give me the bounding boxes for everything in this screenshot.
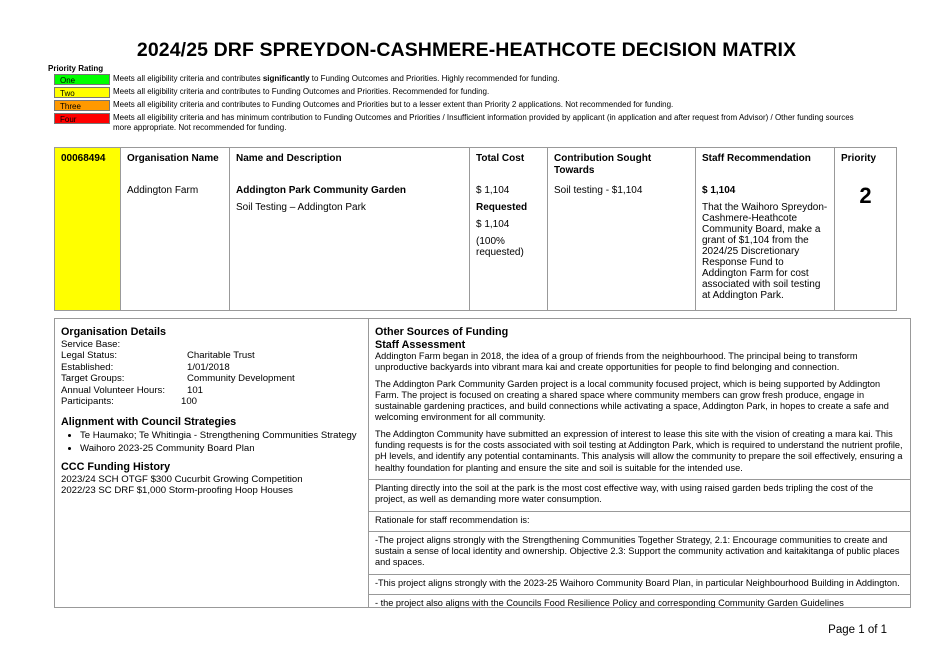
left-column	[61, 326, 361, 497]
org-field: Established: 1/01/2018	[61, 361, 230, 373]
priority-cell	[835, 148, 897, 311]
alignment-heading: Alignment with Council Strategies	[61, 415, 237, 428]
priority-header: Priority	[841, 153, 877, 164]
rationale-heading: Rationale for staff recommendation is:	[375, 514, 530, 525]
project-name: Addington Park Community Garden	[236, 185, 407, 196]
assessment-paragraph: The Addington Park Community Garden project is a local community focused project, which is being supported by Addington Farm. The project is focused on creating a shared space where community members can grow fresh produce, engage in sustainable gardening practices, and build connections while activating a space, Addington Park, in hopes to create a safe and welcoming environment for all community.	[375, 378, 889, 423]
requested-percent: (100% requested)	[476, 236, 524, 258]
organisation-name: Addington Farm	[127, 185, 199, 196]
legend-swatch: Three	[54, 100, 110, 111]
priority-legend	[54, 74, 874, 137]
org-field: Annual Volunteer Hours: 101	[61, 384, 204, 396]
project-description: Soil Testing – Addington Park	[236, 202, 366, 213]
rationale-item: -The project aligns strongly with the Strengthening Communities Together Strategy, 2.1: Encourage communities to create and sustain a sense of local identity and ownership. Objective 2.3: Support the community activation and kaitakitanga of public places and spaces.	[375, 534, 900, 568]
assessment-paragraph: Planting directly into the soil at the park is the most cost effective way, with using raised garden beds tripling the cost of the project, as well as demanding more water consumption.	[375, 482, 874, 505]
legend-text: Meets all eligibility criteria and contributes to Funding Outcomes and Priorities but to a lesser extent than Priority 2 applications. Not recommended for funding.	[113, 100, 674, 109]
legend-row-one	[54, 74, 874, 87]
total-cost-value: $ 1,104	[476, 185, 510, 196]
organisation-cell	[121, 148, 230, 311]
total-cost-header: Total Cost	[476, 153, 525, 164]
page-number: Page 1 of 1	[828, 624, 887, 636]
alignment-item: • Te Haumako; Te Whitingia - Strengthening Communities Strategy	[80, 430, 361, 442]
application-table	[54, 147, 897, 311]
rationale-item: - the project also aligns with the Councils Food Resilience Policy and corresponding Community Garden Guidelines	[375, 598, 844, 609]
ccc-history-item: 2022/23 SC DRF $1,000 Storm-proofing Hoop Houses	[61, 485, 293, 496]
service-base-label: Service Base:	[61, 338, 121, 350]
staff-assessment-heading: Staff Assessment	[375, 338, 466, 351]
name-desc-cell	[230, 148, 470, 311]
org-field: Legal Status: Charitable Trust	[61, 350, 255, 361]
divider	[369, 479, 911, 480]
org-details-heading: Organisation Details	[61, 326, 166, 338]
ccc-history-heading: CCC Funding History	[61, 461, 171, 473]
name-desc-header: Name and Description	[236, 153, 342, 164]
contribution-header: Contribution Sought Towards	[554, 153, 652, 176]
staff-rec-amount: $ 1,104	[702, 185, 736, 196]
divider	[369, 574, 911, 575]
application-id: 00068494	[55, 148, 121, 311]
divider	[369, 511, 911, 512]
legend-swatch: One	[54, 74, 110, 85]
priority-value: 2	[859, 183, 872, 208]
organisation-header: Organisation Name	[127, 153, 219, 164]
staff-rec-cell	[696, 148, 835, 311]
requested-amount: $ 1,104	[476, 219, 510, 230]
requested-label: Requested	[476, 202, 528, 213]
other-sources-heading: Other Sources of Funding	[375, 326, 509, 338]
right-column	[375, 326, 905, 614]
rationale-item: -This project aligns strongly with the 2023-25 Waihoro Community Board Plan, in particular Neighbourhood Building in Addington.	[375, 577, 900, 588]
details-box	[54, 318, 911, 608]
divider	[369, 531, 911, 532]
assessment-paragraph: Addington Farm began in 2018, the idea of a group of friends from the neighbourhood. The principal being to transform unproductive backyards into vibrant mara kai and create opportunities for people to find belonging and connection.	[375, 351, 858, 373]
legend-row-four	[54, 113, 874, 137]
contribution-value: Soil testing - $1,104	[554, 185, 643, 196]
legend-text: Meets all eligibility criteria and contributes significantly to Funding Outcomes and Priorities. Highly recommended for funding.	[113, 74, 560, 83]
assessment-paragraph: The Addington Community have submitted an expression of interest to lease this site with the vision of creating a mara kai. This funding requests is for the costs associated with soil testing at Addington Park, which is required to understand the nutrient profile, pH levels, and identify any potential contaminants. This analysis will allow the community to prepare the soil effectively, ensuring a healthy foundation for planting and ensure the site and soil is suitable for the intended use.	[375, 428, 903, 473]
contribution-cell	[548, 148, 696, 311]
page-title: 2024/25 DRF SPREYDON-CASHMERE-HEATHCOTE DECISION MATRIX	[136, 39, 797, 61]
priority-rating-label: Priority Rating	[48, 64, 104, 73]
ccc-history-item: 2023/24 SCH OTGF $300 Cucurbit Growing Competition	[61, 473, 303, 485]
legend-row-two	[54, 87, 874, 100]
staff-rec-header: Staff Recommendation	[702, 153, 811, 164]
column-divider	[368, 319, 369, 607]
alignment-item: • Waihoro 2023-25 Community Board Plan	[80, 443, 361, 455]
staff-rec-text: That the Waihoro Spreydon-Cashmere-Heathcote Community Board, make a grant of $1,104 from the 2024/25 Discretionary Response Fund to Addington Farm for cost associated with soil testing at Addington Park.	[702, 202, 828, 301]
divider	[369, 594, 911, 595]
org-field: Participants: 100	[61, 396, 198, 407]
org-field: Target Groups: Community Development	[61, 373, 295, 384]
legend-text: Meets all eligibility criteria and has minimum contribution to Funding Outcomes and Priorities / Insufficient information provided by applicant (in application and after request from Advisor) / Other funding sources more appropriate. Not recommended for funding.	[113, 113, 854, 132]
legend-swatch: Four	[54, 113, 110, 124]
legend-row-three	[54, 100, 874, 113]
alignment-list	[61, 430, 361, 454]
legend-text: Meets all eligibility criteria and contributes to Funding Outcomes and Priorities. Recommended for funding.	[113, 87, 490, 96]
legend-swatch: Two	[54, 87, 110, 98]
total-cost-cell	[470, 148, 548, 311]
